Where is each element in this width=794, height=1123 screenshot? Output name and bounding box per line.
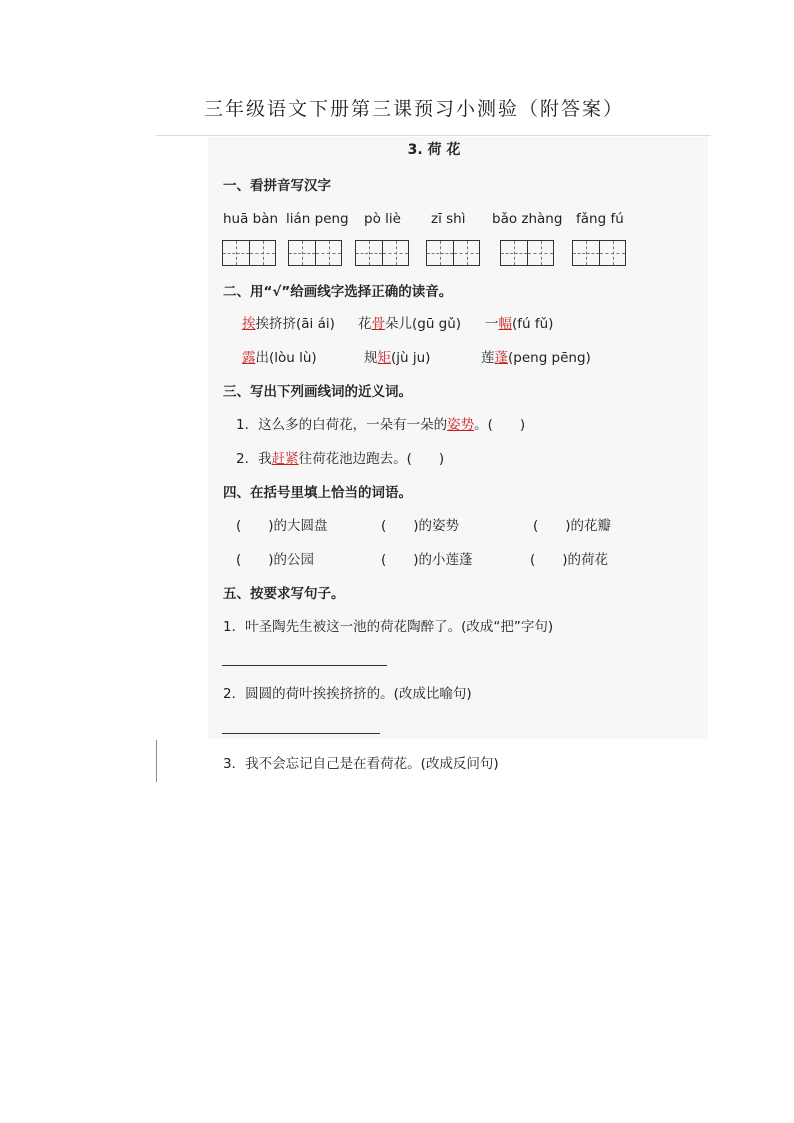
rewrite-question-3: 3．我不会忘记自己是在看荷花。(改成反问句)	[223, 756, 499, 772]
writing-grid-4[interactable]	[426, 240, 480, 266]
pinyin-6: fǎng fú	[576, 211, 624, 227]
writing-grid-3[interactable]	[355, 240, 409, 266]
reading-item-4: 露出(lòu lù)	[242, 350, 317, 366]
margin-line	[156, 740, 157, 782]
fill-item-5: ( )的小莲蓬	[381, 552, 473, 568]
writing-grid-5[interactable]	[500, 240, 554, 266]
document-title: 三年级语文下册第三课预习小测验（附答案）	[203, 98, 624, 120]
reading-item-1: 挨挨挤挤(āi ái)	[242, 316, 335, 332]
fill-item-1: ( )的大圆盘	[236, 518, 328, 534]
writing-grid-2[interactable]	[288, 240, 342, 266]
section-3-heading: 三、写出下列画线词的近义词。	[223, 384, 412, 400]
section-5-heading: 五、按要求写句子。	[223, 586, 345, 602]
lesson-title: 3. 荷 花	[407, 142, 461, 158]
section-1-heading: 一、看拼音写汉字	[223, 178, 331, 194]
reading-item-6: 莲蓬(peng pēng)	[481, 350, 591, 366]
pinyin-3: pò liè	[364, 211, 401, 227]
pinyin-1: huā bàn	[223, 211, 279, 227]
fill-item-4: ( )的公园	[236, 552, 315, 568]
section-4-heading: 四、在括号里填上恰当的词语。	[223, 485, 412, 501]
writing-grid-1[interactable]	[222, 240, 276, 266]
answer-line-1[interactable]	[222, 665, 387, 666]
pinyin-4: zī shì	[431, 211, 466, 227]
synonym-question-1: 1．这么多的白荷花，一朵有一朵的姿势。( )	[236, 417, 526, 433]
pinyin-5: bǎo zhàng	[492, 211, 563, 227]
title-divider	[156, 135, 711, 136]
reading-item-5: 规矩(jù ju)	[364, 350, 431, 366]
answer-line-2[interactable]	[222, 733, 380, 734]
synonym-question-2: 2．我赶紧往荷花池边跑去。( )	[236, 451, 445, 467]
fill-item-2: ( )的姿势	[381, 518, 460, 534]
fill-item-6: ( )的荷花	[530, 552, 609, 568]
reading-item-2: 花骨朵儿(gū gǔ)	[358, 316, 462, 332]
section-2-heading: 二、用“√”给画线字选择正确的读音。	[223, 284, 453, 300]
reading-item-3: 一幅(fú fǔ)	[485, 316, 554, 332]
rewrite-question-1: 1．叶圣陶先生被这一池的荷花陶醉了。(改成“把”字句)	[223, 619, 554, 635]
rewrite-question-2: 2．圆圆的荷叶挨挨挤挤的。(改成比喻句)	[223, 686, 472, 702]
fill-item-3: ( )的花瓣	[533, 518, 612, 534]
writing-grid-6[interactable]	[572, 240, 626, 266]
pinyin-2: lián peng	[286, 211, 349, 227]
